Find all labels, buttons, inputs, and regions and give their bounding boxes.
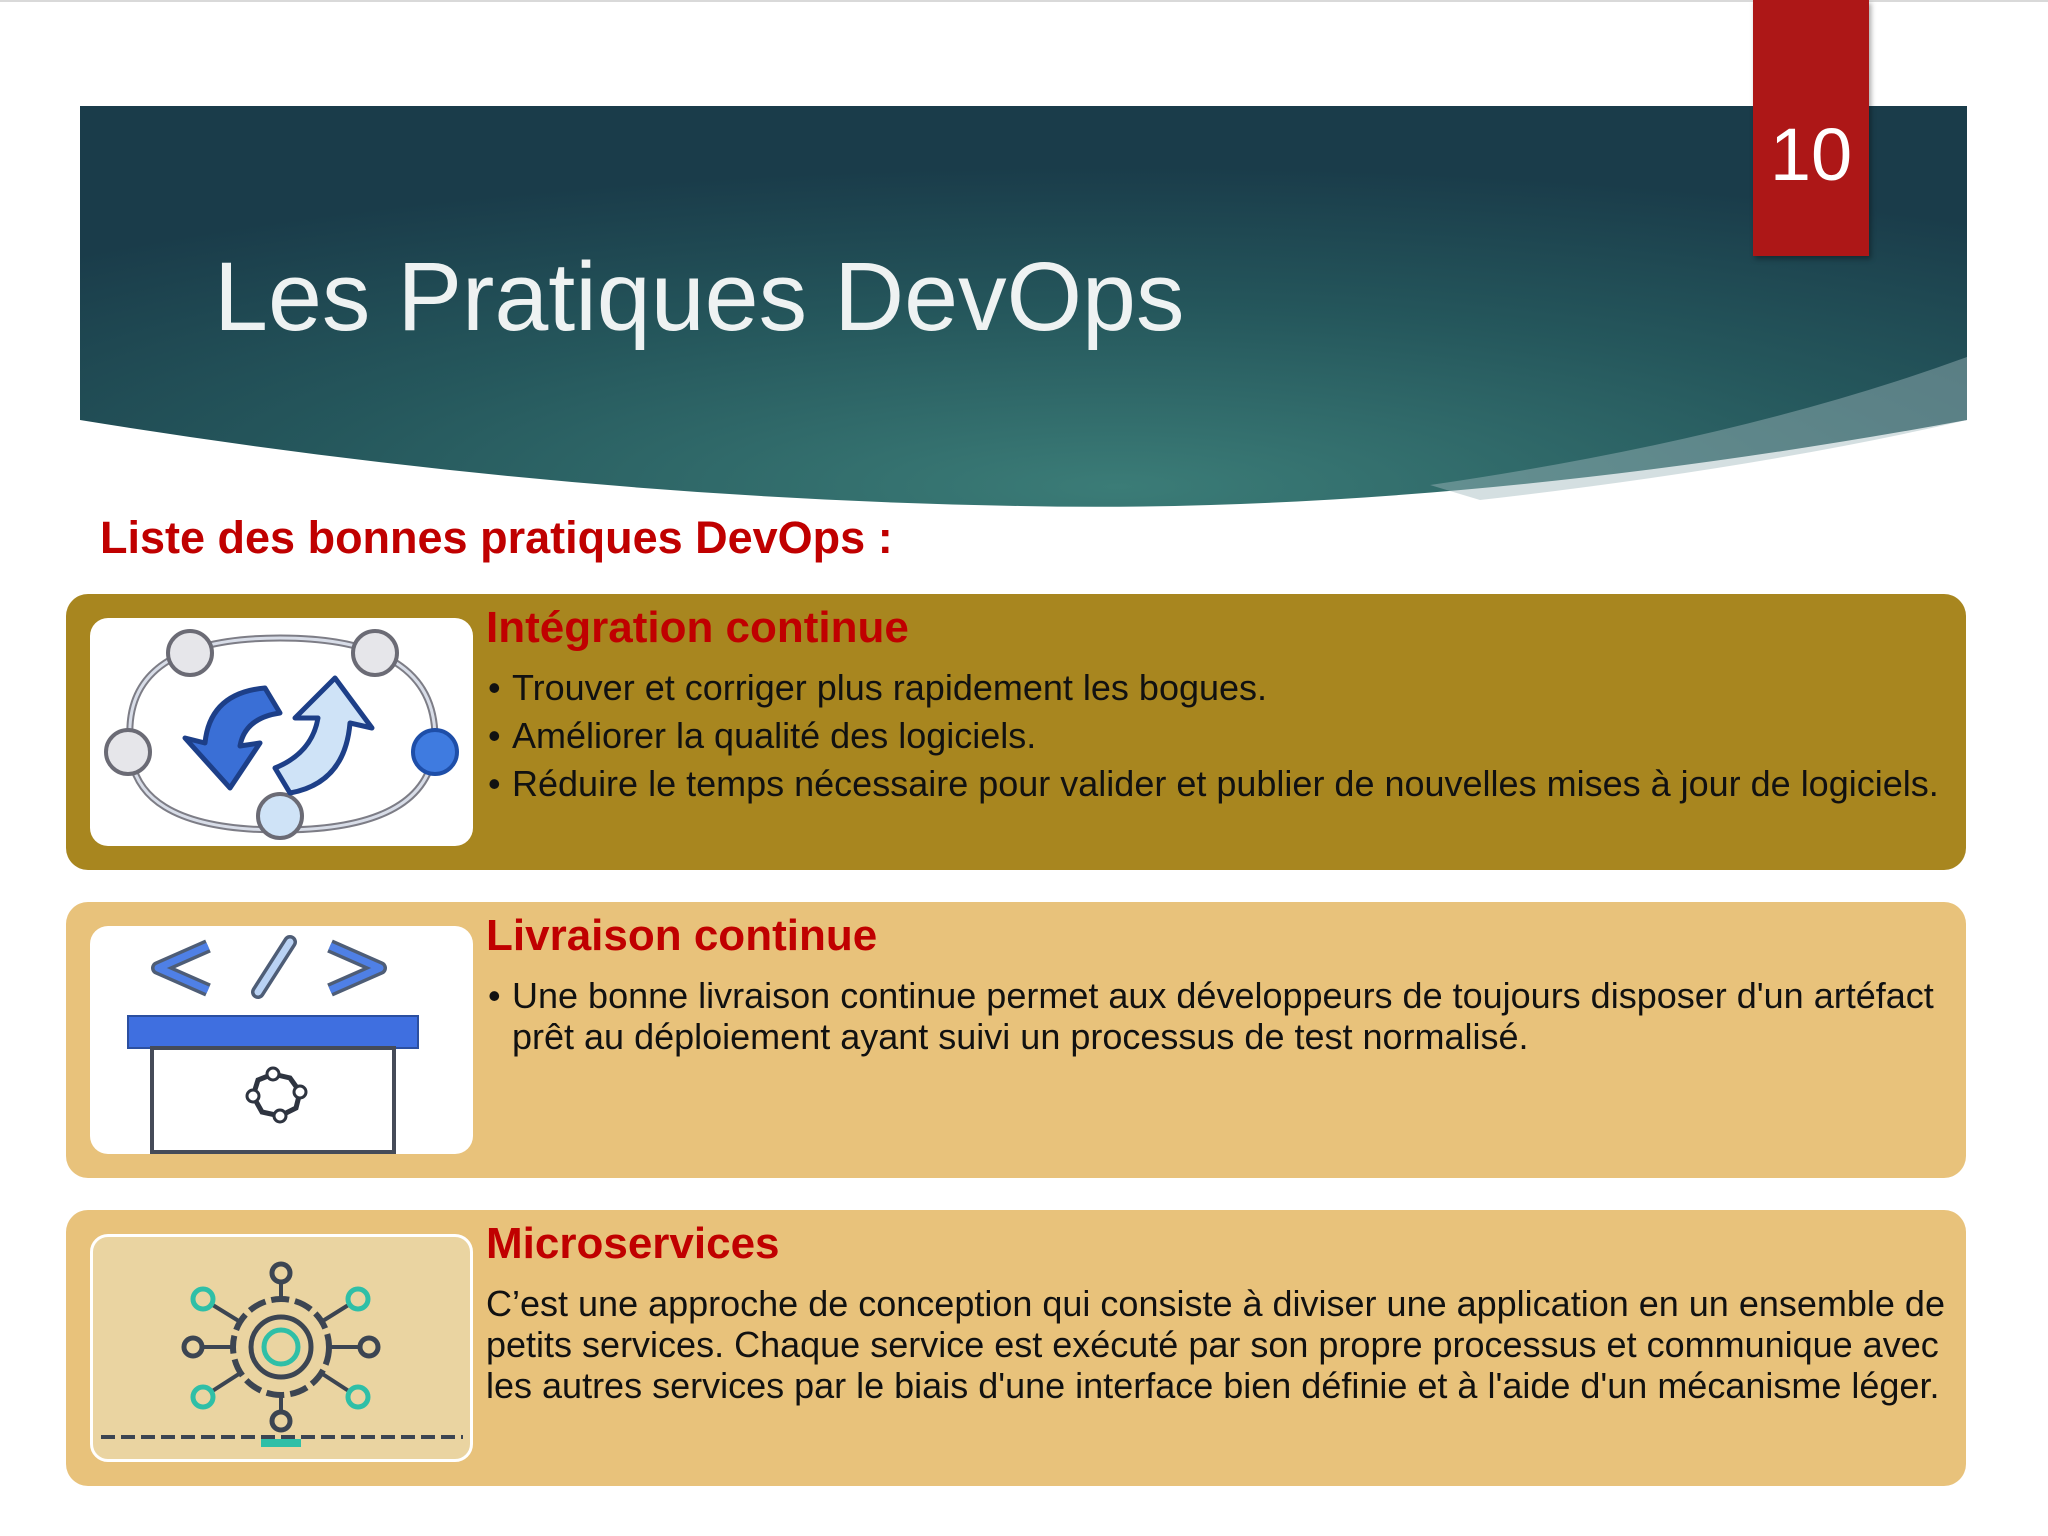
practice-card-continuous-integration (66, 594, 1966, 870)
card-title: Microservices (486, 1219, 780, 1268)
card-title: Livraison continue (486, 911, 878, 960)
bullet-item: • Une bonne livraison continue permet aux développeurs de toujours disposer d'un artéfact prêt au déploiement ayant suivi un processus de test normalisé. (486, 975, 1946, 1057)
card-title: Intégration continue (486, 603, 909, 652)
code-delivery-box-icon (90, 926, 473, 1154)
continuous-integration-icon (90, 618, 473, 846)
practice-card-continuous-delivery (66, 902, 1966, 1178)
bullet-item: • Améliorer la qualité des logiciels. (486, 715, 1946, 756)
card-body (486, 602, 1946, 811)
microservices-network-icon (90, 1234, 473, 1462)
slide-title: Les Pratiques DevOps (214, 242, 1185, 351)
card-description: C’est une approche de conception qui consiste à diviser une application en un ensemble de petits services. Chaque service est exécuté par son propre processus et communique avec les autres services par le biais d'une interface bien définie et à l'aide d'un mécanisme léger. (486, 1282, 1945, 1406)
card-body (486, 1218, 1946, 1406)
slide-number: 10 (1769, 113, 1853, 196)
section-heading: Liste des bonnes pratiques DevOps : (100, 512, 893, 563)
practice-card-microservices (66, 1210, 1966, 1486)
card-body (486, 910, 1946, 1064)
bullet-item: • Trouver et corriger plus rapidement les bogues. (486, 667, 1946, 708)
bullet-list (486, 667, 1946, 804)
bullet-item: • Réduire le temps nécessaire pour valider et publier de nouvelles mises à jour de logiciels. (486, 763, 1946, 804)
slide-number-tab (1753, 0, 1869, 256)
bullet-list (486, 975, 1946, 1057)
